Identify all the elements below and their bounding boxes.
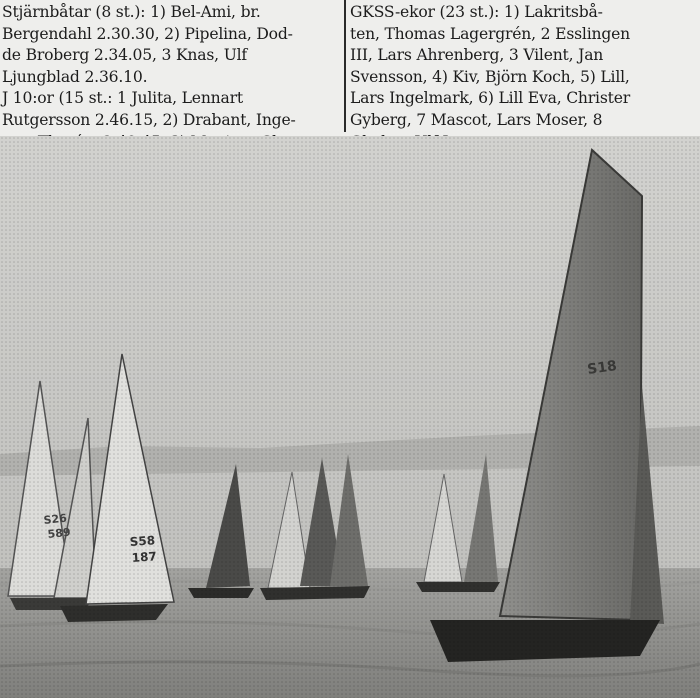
results-line: Lars Ingelmark, 6) Lill Eva, Christer [350,89,630,108]
results-line: J 10:or (15 st.: 1 Julita, Lennart [2,89,243,108]
halftone-overlay [0,136,700,698]
results-line: ten, Thomas Lagergrén, 2 Esslingen [350,24,631,43]
results-line: de Broberg 2.34.05, 3 Knas, Ulf [2,46,247,65]
results-text [0,0,700,136]
results-line: Stjärnbåtar (8 st.): 1) Bel-Ami, br. [2,3,261,21]
results-left-column [2,2,342,153]
results-line: Gyberg, 7 Mascot, Lars Moser, 8 [350,110,603,129]
regatta-photo-image [0,136,700,698]
results-line: Svensson, 4) Kiv, Björn Koch, 5) Lill, [350,67,630,86]
results-line: GKSS-ekor (23 st.): 1) Lakritsbå- [350,3,603,21]
results-line: III, Lars Ahrenberg, 3 Vilent, Jan [350,46,604,65]
results-line: Ljungblad 2.36.10. [2,67,148,86]
results-line: Rutgersson 2.46.15, 2) Drabant, Inge- [2,110,296,129]
results-right-column [350,2,698,153]
column-divider [344,0,346,132]
results-line: Bergendahl 2.30.30, 2) Pipelina, Dod- [2,24,293,43]
regatta-photo [0,136,700,698]
